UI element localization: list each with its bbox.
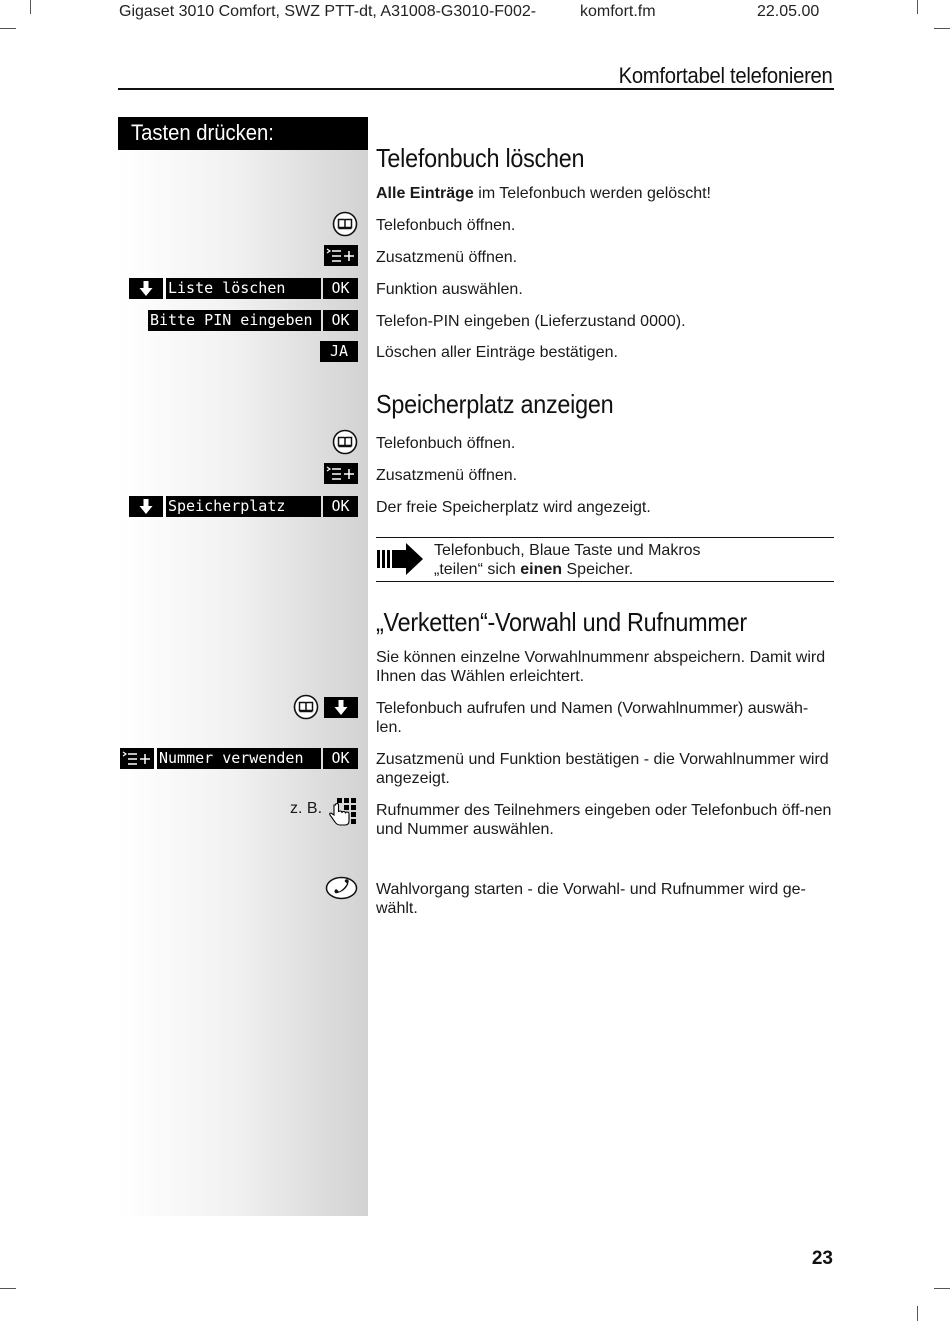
step-text: Telefonbuch öffnen. <box>376 217 516 234</box>
step-text: Telefonbuch aufrufen und Namen (Vorwahlnummer) auswäh-len. <box>376 700 809 736</box>
section3-intro: Sie können einzelne Vorwahlnummenr abspeichern. Damit wird Ihnen das Wählen erleichtert. <box>376 649 826 685</box>
section-title-delete-phonebook: Telefonbuch löschen <box>376 143 585 173</box>
phonebook-key-icon <box>332 211 358 237</box>
keypad-icon <box>328 797 358 829</box>
arrow-down-key-icon <box>129 278 163 299</box>
step-text: Zusatzmenü öffnen. <box>376 467 518 484</box>
phonebook-key-icon <box>293 694 319 720</box>
header-file-name: komfort.fm <box>580 3 656 20</box>
call-key-icon <box>325 876 358 900</box>
menu-key-icon <box>324 463 358 484</box>
section-title-storage: Speicherplatz anzeigen <box>376 389 614 419</box>
note-text: Telefonbuch, Blaue Taste und Makros „teilen“ sich einen Speicher. <box>434 542 701 578</box>
example-label: z. B. <box>290 800 323 817</box>
arrow-down-key-icon <box>324 697 358 718</box>
crop-mark-top-left-v <box>30 0 31 14</box>
arrow-down-key-icon <box>129 496 163 517</box>
crop-mark-bottom-right-v <box>917 1306 918 1321</box>
step-text: Telefon-PIN eingeben (Lieferzustand 0000). <box>376 313 686 330</box>
crop-mark-top-left-h <box>0 28 16 29</box>
note-arrow-icon <box>376 542 424 576</box>
step-text: Funktion auswählen. <box>376 281 523 298</box>
ok-key: OK <box>323 310 358 331</box>
chapter-title: Komfortabel telefonieren <box>619 63 833 88</box>
display-pin-eingeben: Bitte PIN eingeben <box>148 310 321 331</box>
crop-mark-top-right-h <box>934 28 950 29</box>
ja-key: JA <box>320 341 358 362</box>
step-text: Zusatzmenü und Funktion bestätigen - die Vorwahlnummer wird angezeigt. <box>376 751 829 787</box>
step-text: Löschen aller Einträge bestätigen. <box>376 344 618 361</box>
ok-key: OK <box>323 278 358 299</box>
header-rule <box>118 88 834 90</box>
ok-key: OK <box>323 496 358 517</box>
ok-key: OK <box>323 748 358 769</box>
phonebook-key-icon <box>332 429 358 455</box>
display-speicherplatz: Speicherplatz <box>166 496 321 517</box>
display-nummer-verwenden: Nummer verwenden <box>157 748 321 769</box>
crop-mark-bottom-right-h <box>934 1288 950 1289</box>
menu-key-icon <box>324 245 358 266</box>
key-column-title: Tasten drücken: <box>118 117 368 150</box>
display-liste-loeschen: Liste löschen <box>166 278 321 299</box>
step-text: Rufnummer des Teilnehmers eingeben oder Telefonbuch öff-nen und Nummer auswählen. <box>376 802 832 838</box>
crop-mark-bottom-left-h <box>0 1288 16 1289</box>
note-box <box>376 537 834 582</box>
step-text: Zusatzmenü öffnen. <box>376 249 518 266</box>
section-title-chain-dialing: „Verketten“-Vorwahl und Rufnummer <box>376 607 747 637</box>
page-number: 23 <box>811 1248 833 1269</box>
step-text: Telefonbuch öffnen. <box>376 435 516 452</box>
header-date: 22.05.00 <box>757 3 820 20</box>
crop-mark-top-right-v <box>917 0 918 14</box>
header-doc-info: Gigaset 3010 Comfort, SWZ PTT-dt, A31008-G3010-F002- <box>119 3 537 20</box>
step-text: Wahlvorgang starten - die Vorwahl- und Rufnummer wird ge-wählt. <box>376 881 806 917</box>
section1-intro: Alle Einträge im Telefonbuch werden gelöscht! <box>376 185 711 202</box>
step-text: Der freie Speicherplatz wird angezeigt. <box>376 499 651 516</box>
menu-key-icon <box>120 748 154 769</box>
